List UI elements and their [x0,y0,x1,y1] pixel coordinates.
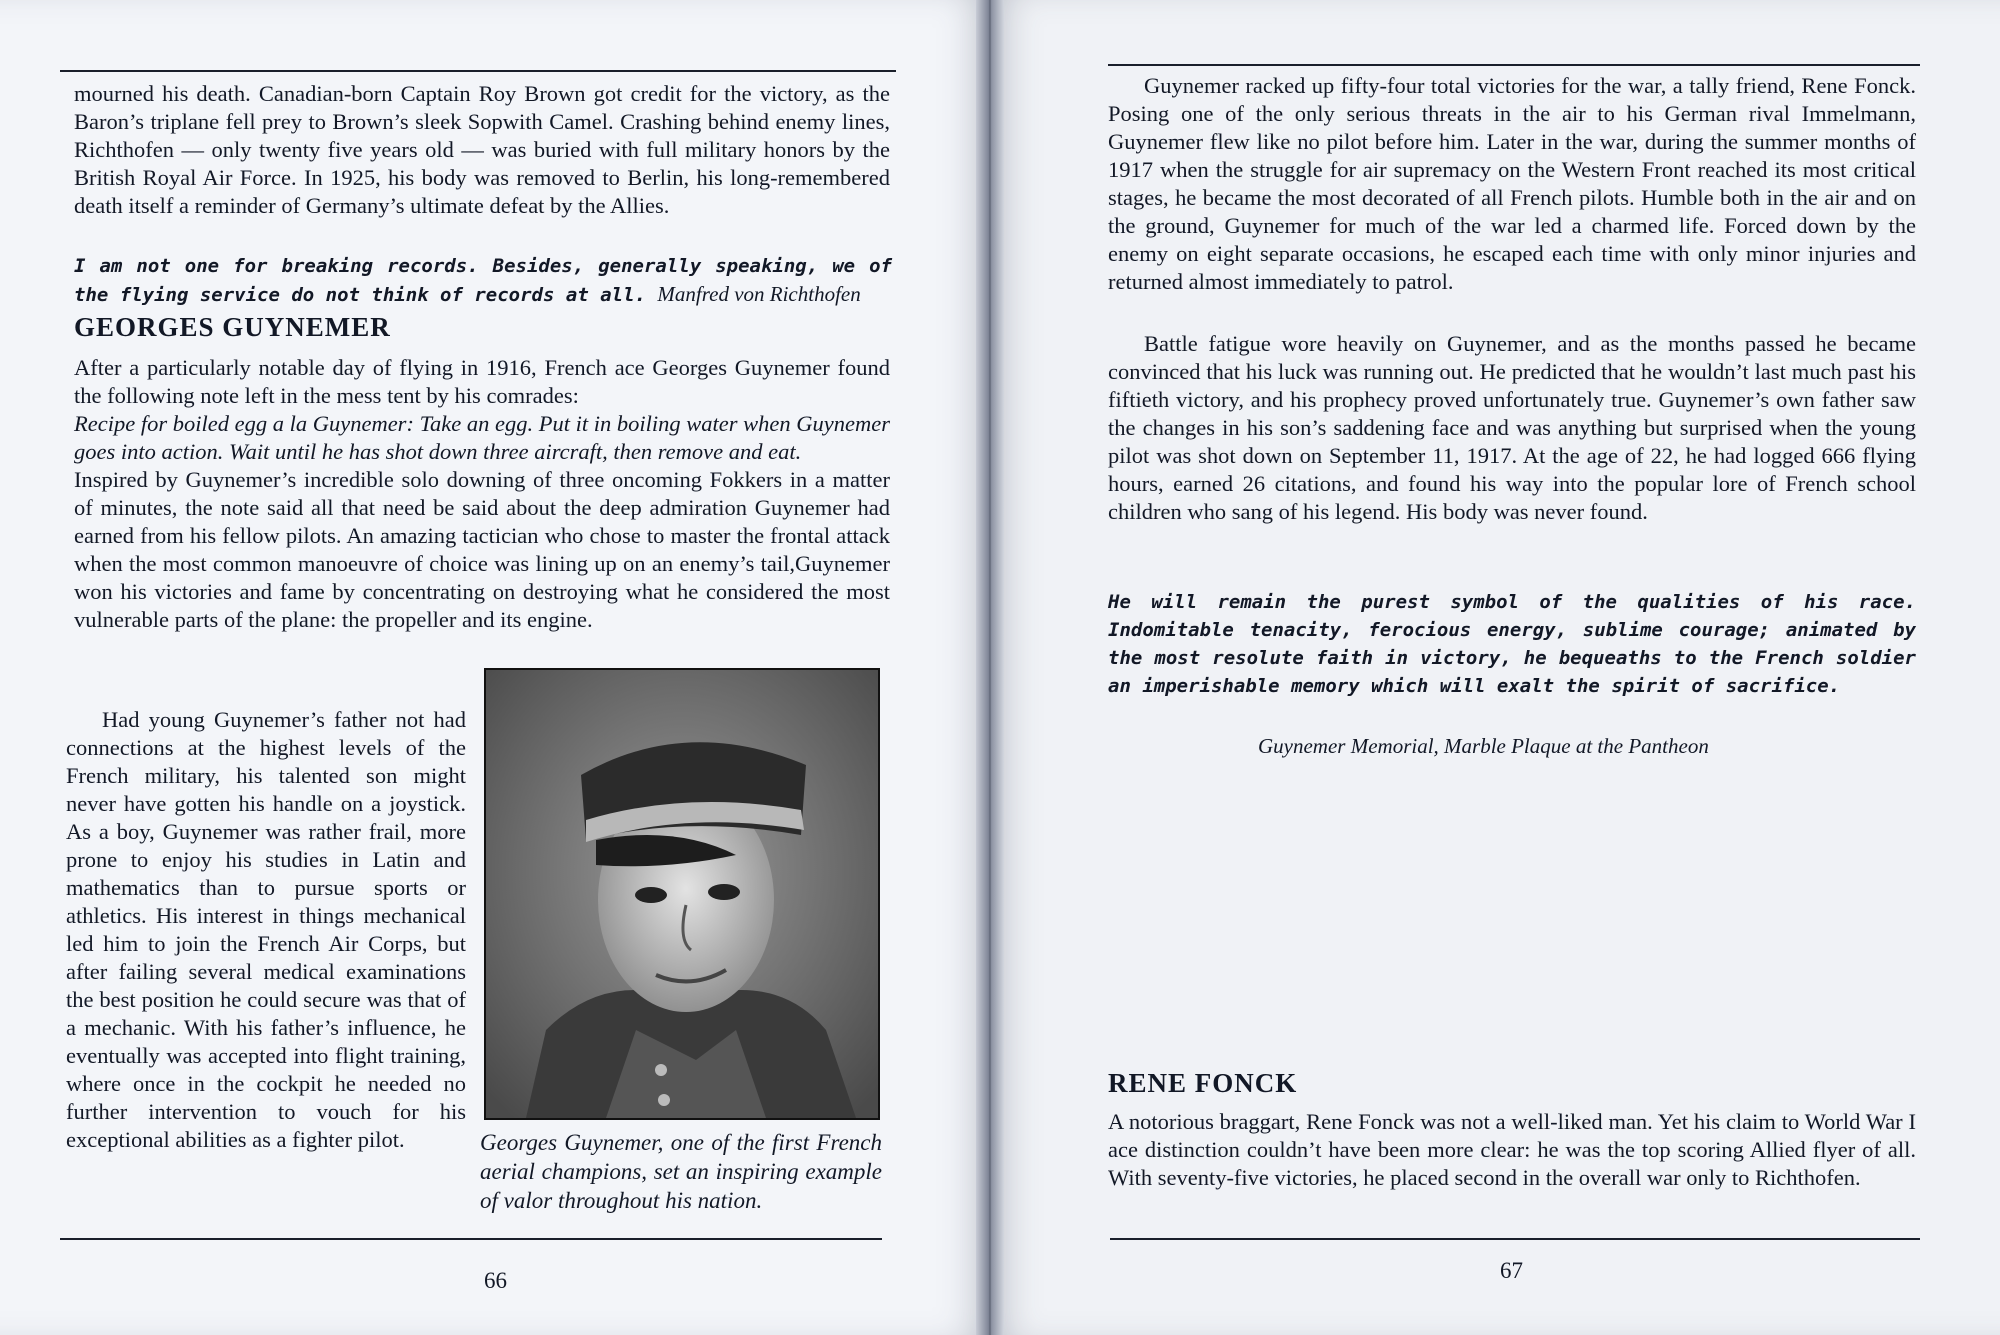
guynemer-portrait-photo [484,668,880,1120]
left-paragraph-2 [74,354,890,634]
section-heading-guynemer: GEORGES GUYNEMER [74,312,391,342]
right-paragraph-2 [1108,330,1916,526]
paragraph-text: After a particularly notable day of flying in 1916, French ace Georges Guynemer found the following note left in the mess tent by his comrades: [74,355,890,408]
portrait-illustration [486,670,878,1118]
paragraph-text: Had young Guynemer’s father not had connections at the highest levels of the French military, his talented son might never have gotten his handle on a joystick. As a boy, Guynemer was rather frail, more prone to enjoy his studies in Latin and mathematics than to pursue sports or athletics. His interest in things mechanical led him to join the French Air Corps, but after failing several medical examinations the best position he could secure was that of a mechanic. With his father’s influence, he eventually was accepted into flight training, where once in the cockpit he needed no further intervention to vouch for his exceptional abilities as a fighter pilot. [66,707,466,1152]
right-paragraph-1 [1108,72,1916,296]
quote-text: I am not one for breaking records. Besides, generally speaking, we of the flying service do not think of records at all. [74,255,892,306]
quote-attribution: Guynemer Memorial, Marble Plaque at the Pantheon [1258,734,1709,758]
left-paragraph-4 [66,706,466,1154]
left-page [0,0,990,1335]
book-gutter [976,0,1004,1335]
bottom-rule [1110,1238,1920,1240]
quote-text: He will remain the purest symbol of the qualities of his race. Indomitable tenacity, ferocious energy, sublime courage; animated by the most resolute faith in victory, he bequeaths to the French soldier an imperishable memory which will exalt the spirit of sacrifice. [1108,591,1916,697]
memorial-quote [1108,588,1916,700]
paragraph-text: Guynemer racked up fifty-four total victories for the war, a tally friend, Rene Fonck. Posing one of the only serious threats in the air to his German rival Immelmann, Guynemer flew like no pilot before him. Later in the war, during the summer months of 1917 when the struggle for air supremacy on the Western Front reached its most critical stages, he became the most decorated of all French pilots. Humble both in the air and on the ground, Guynemer for much of the war led a charmed life. Forced down by the enemy on eight separate occasions, he escaped each time with only minor injuries and returned almost immediately to patrol. [1108,73,1916,294]
recipe-note: Recipe for boiled egg a la Guynemer: Take an egg. Put it in boiling water when Guynemer goes into action. Wait until he has shot down three aircraft, then remove and eat. [74,411,890,464]
paragraph-text: Inspired by Guynemer’s incredible solo downing of three oncoming Fokkers in a matter of minutes, the note said all that need be said about the deep admiration Guynemer had earned from his fellow pilots. An amazing tactician who chose to master the frontal attack when the most common manoeuvre of choice was lining up on an enemy’s tail,Guynemer won his victories and fame by concentrating on destroying what he considered the most vulnerable parts of the plane: the propeller and its engine. [74,467,890,632]
photo-caption: Georges Guynemer, one of the first French aerial champions, set an inspiring example of valor throughout his nation. [480,1130,882,1213]
paragraph-text: A notorious braggart, Rene Fonck was not a well-liked man. Yet his claim to World War I ace distinction couldn’t have been more clear: he was the top scoring Allied flyer of all. With seventy-five victories, he placed second in the overall war only to Richthofen. [1108,1109,1916,1190]
paragraph-text: Battle fatigue wore heavily on Guynemer, and as the months passed he became convinced that his luck was running out. He predicted that he wouldn’t last much past his fiftieth victory, and his prophecy proved unfortunately true. Guynemer’s own father saw the changes in his son’s saddening face and was anything but surprised when the young pilot was shot down on September 11, 1917. At the age of 22, he had logged 666 flying hours, earned 26 citations, and found his way into the popular lore of French school children who sang of his legend. His body was never found. [1108,331,1916,524]
top-rule [1108,64,1920,66]
left-paragraph-1 [74,80,890,220]
right-paragraph-3 [1108,1108,1916,1192]
section-heading-fonck: RENE FONCK [1108,1068,1298,1098]
top-rule [60,70,896,72]
paragraph-text: mourned his death. Canadian-born Captain Roy Brown got credit for the victory, as the Baron’s triplane fell prey to Brown’s sleek Sopwith Camel. Crashing behind enemy lines, Richthofen — only twenty five years old — was buried with full military honors by the British Royal Air Force. In 1925, his body was removed to Berlin, his long-remembered death itself a reminder of Germany’s ultimate defeat by the Allies. [74,81,890,218]
bottom-rule [60,1238,882,1240]
right-page [990,0,2000,1335]
page-number-right: 67 [1500,1258,1523,1283]
page-number-left: 66 [484,1268,507,1293]
quote-author: Manfred von Richthofen [657,282,861,306]
richthofen-quote [74,252,892,309]
